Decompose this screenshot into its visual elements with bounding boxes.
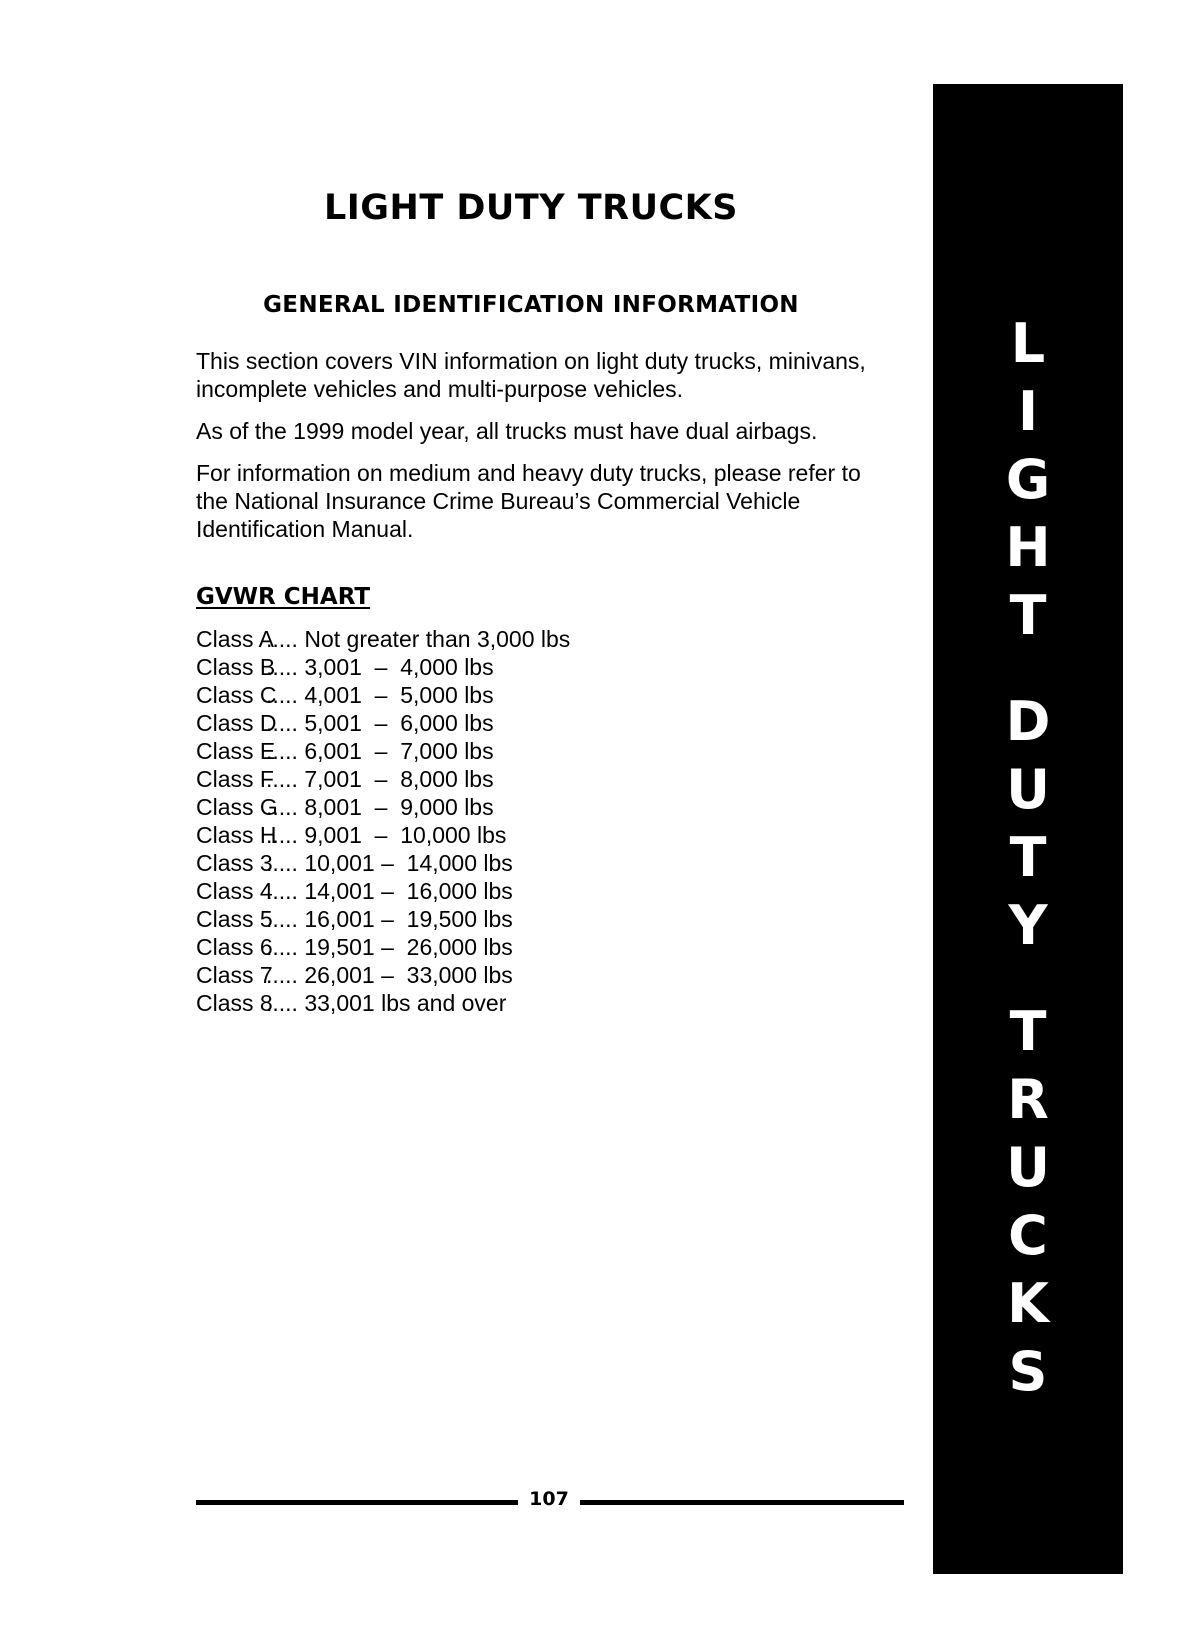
gvwr-class: Class 6 [196,934,273,960]
gvwr-row [196,625,570,653]
side-tab-letter: H [1005,516,1051,579]
gvwr-range: ..... 10,001 – 14,000 lbs [266,850,513,876]
gvwr-range: ..... 19,501 – 26,000 lbs [266,934,513,960]
gvwr-class: Class H [196,822,277,848]
gvwr-range: ..... 5,001 – 6,000 lbs [266,710,494,736]
gvwr-row [196,849,570,877]
gvwr-row [196,961,570,989]
gvwr-range: ..... Not greater than 3,000 lbs [266,626,571,652]
gvwr-range: ..... 9,001 – 10,000 lbs [266,822,507,848]
paragraph: As of the 1999 model year, all trucks must have dual airbags. [196,418,818,444]
gvwr-class: Class G [196,794,278,820]
side-tab-letter: S [1008,1340,1048,1403]
side-tab-letter: R [1007,1068,1049,1131]
paragraph: For information on medium and heavy duty trucks, please refer to the National Insurance Crime Bureau’s Commercial Vehicle Identification Manual. [196,460,861,542]
side-tab-letter: G [1005,448,1051,511]
footer-rule-right [580,1500,904,1505]
side-tab-letter: T [1009,584,1047,647]
gvwr-row [196,933,570,961]
gvwr-row [196,765,570,793]
gvwr-range: ..... 4,001 – 5,000 lbs [266,682,494,708]
gvwr-class: Class C [196,682,277,708]
gvwr-class: Class D [196,710,277,736]
side-tab-letter: K [1007,1272,1049,1335]
side-tab-letter: Y [1008,894,1048,957]
gvwr-range: ..... 7,001 – 8,000 lbs [266,766,494,792]
page-number: 107 [529,1488,569,1510]
gvwr-class: Class 8 [196,990,273,1016]
gvwr-class: Class B [196,654,276,680]
intro-text [196,347,896,557]
side-tab-letter: U [1006,1136,1050,1199]
gvwr-range: ..... 33,001 lbs and over [266,990,507,1016]
gvwr-class: Class A [196,626,274,652]
side-tab-letter: C [1008,1204,1048,1267]
gvwr-row [196,653,570,681]
side-tab-letter: L [1010,312,1046,375]
gvwr-range: ..... 3,001 – 4,000 lbs [266,654,494,680]
side-section-tab [933,84,1123,1574]
gvwr-row [196,709,570,737]
gvwr-row [196,905,570,933]
gvwr-range: ..... 14,001 – 16,000 lbs [266,878,513,904]
gvwr-class: Class F [196,766,274,792]
gvwr-row [196,793,570,821]
gvwr-class: Class 4 [196,878,273,904]
gvwr-class: Class 5 [196,906,273,932]
side-tab-letter: I [1017,380,1039,443]
gvwr-chart-heading: GVWR CHART [196,584,371,610]
side-tab-letter: U [1006,758,1050,821]
gvwr-range: ..... 8,001 – 9,000 lbs [266,794,494,820]
side-tab-letter: T [1009,826,1047,889]
gvwr-row [196,681,570,709]
page-title: LIGHT DUTY TRUCKS [323,188,739,228]
gvwr-class: Class E [196,738,276,764]
gvwr-range: ..... 6,001 – 7,000 lbs [266,738,494,764]
gvwr-row [196,821,570,849]
footer-rule-left [196,1500,518,1505]
side-tab-letter: T [1009,1000,1047,1063]
gvwr-class: Class 7 [196,962,273,988]
gvwr-list [196,625,570,1017]
section-heading: GENERAL IDENTIFICATION INFORMATION [263,292,799,318]
gvwr-range: ..... 26,001 – 33,000 lbs [266,962,513,988]
gvwr-row [196,989,570,1017]
gvwr-range: ..... 16,001 – 19,500 lbs [266,906,513,932]
gvwr-row [196,737,570,765]
paragraph: This section covers VIN information on light duty trucks, minivans, incomplete vehicles and multi-purpose vehicles. [196,348,866,402]
side-tab-letter: D [1005,690,1051,753]
gvwr-class: Class 3 [196,850,273,876]
gvwr-row [196,877,570,905]
